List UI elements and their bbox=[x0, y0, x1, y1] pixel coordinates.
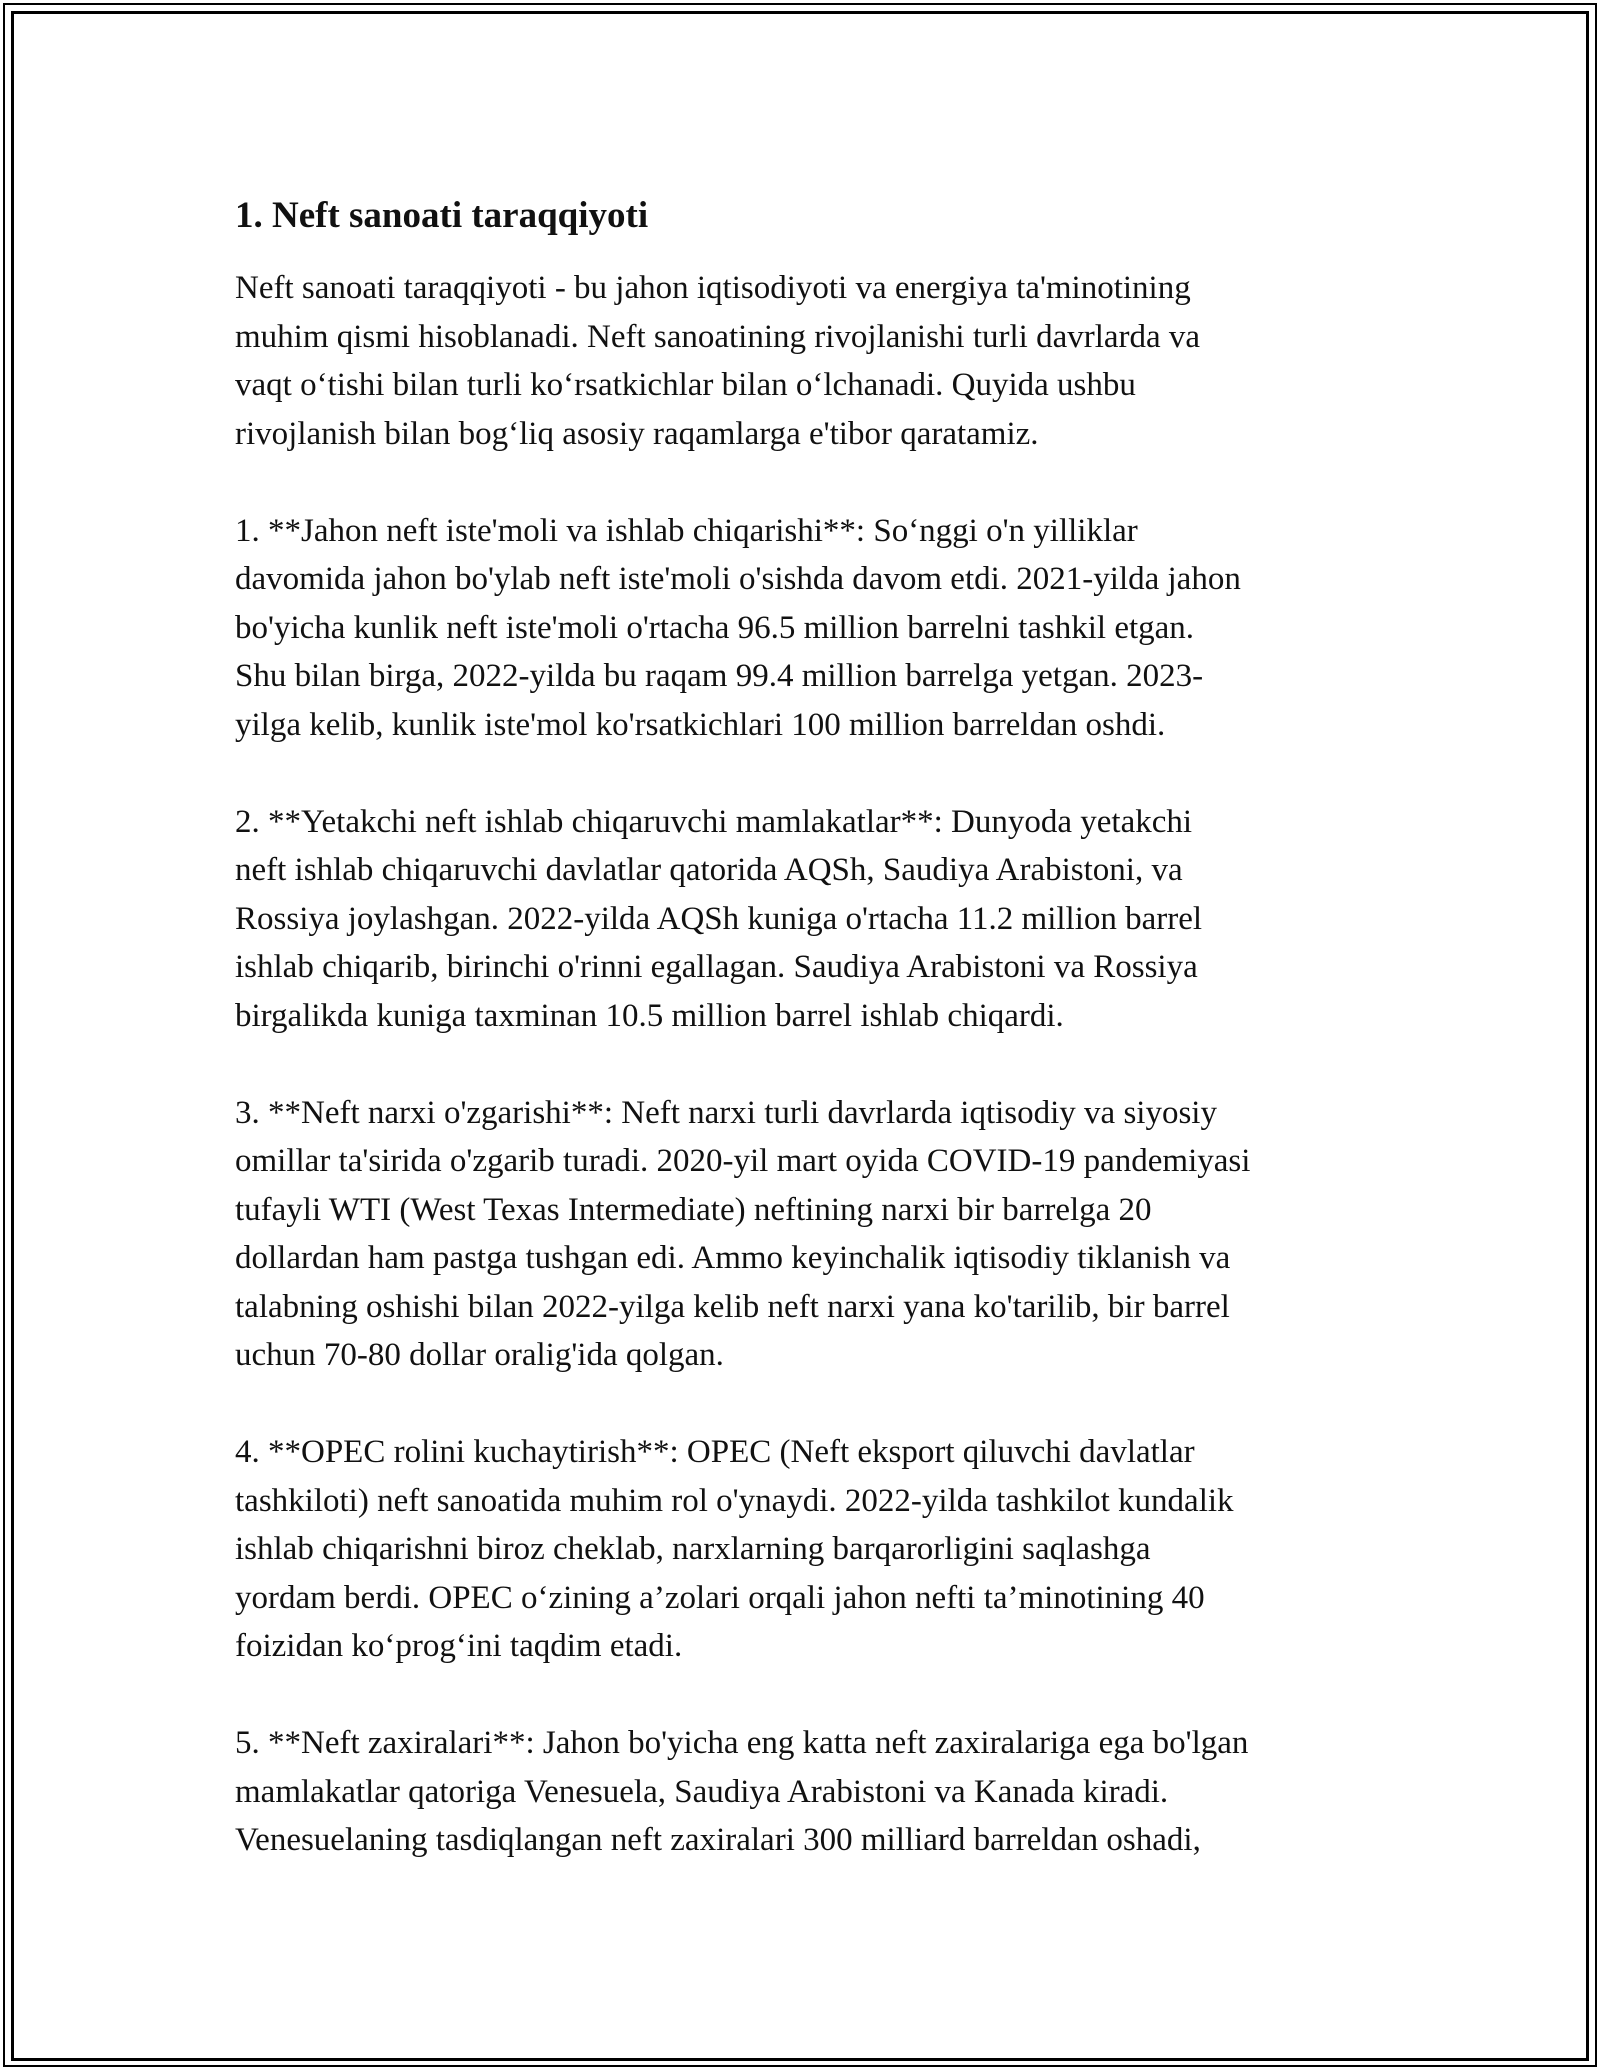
text-line: mamlakatlar qatoriga Venesuela, Saudiya Arabistoni va Kanada kiradi. bbox=[235, 1773, 1169, 1810]
paragraph-item-2 bbox=[235, 798, 1395, 1041]
text-line: rivojlanish bilan bog‘liq asosiy raqamlarga e'tibor qaratamiz. bbox=[235, 415, 1039, 452]
text-line: tashkiloti) neft sanoatida muhim rol o'ynaydi. 2022-yilda tashkilot kundalik bbox=[235, 1482, 1234, 1519]
text-line: yordam berdi. OPEC o‘zining a’zolari orqali jahon nefti ta’minotining 40 bbox=[235, 1579, 1205, 1616]
text-line: 5. **Neft zaxiralari**: Jahon bo'yicha eng katta neft zaxiralariga ega bo'lgan bbox=[235, 1725, 1249, 1761]
text-line: vaqt o‘tishi bilan turli ko‘rsatkichlar bilan o‘lchanadi. Quyida ushbu bbox=[235, 367, 1136, 403]
paragraph-item-1 bbox=[235, 507, 1395, 750]
text-line: dollardan ham pastga tushgan edi. Ammo keyinchalik iqtisodiy tiklanish va bbox=[235, 1240, 1231, 1276]
text-line: yilga kelib, kunlik iste'mol ko'rsatkichlari 100 million barreldan oshdi. bbox=[235, 706, 1166, 743]
paragraph-intro bbox=[235, 264, 1395, 458]
text-line: Shu bilan birga, 2022-yilda bu raqam 99.4 million barrelga yetgan. 2023- bbox=[235, 658, 1204, 694]
text-line: 1. **Jahon neft iste'moli va ishlab chiqarishi**: So‘nggi o'n yilliklar bbox=[235, 512, 1138, 549]
text-line: bo'yicha kunlik neft iste'moli o'rtacha 96.5 million barrelni tashkil etgan. bbox=[235, 609, 1195, 646]
text-line: 4. **OPEC rolini kuchaytirish**: OPEC (Neft eksport qiluvchi davlatlar bbox=[235, 1434, 1195, 1470]
paragraph-item-3 bbox=[235, 1089, 1395, 1380]
text-line: 3. **Neft narxi o'zgarishi**: Neft narxi turli davrlarda iqtisodiy va siyosiy bbox=[235, 1094, 1217, 1131]
document-body bbox=[235, 190, 1395, 1913]
text-line: 2. **Yetakchi neft ishlab chiqaruvchi mamlakatlar**: Dunyoda yetakchi bbox=[235, 803, 1193, 840]
text-line: davomida jahon bo'ylab neft iste'moli o'sishda davom etdi. 2021-yilda jahon bbox=[235, 561, 1241, 597]
paragraph-item-5 bbox=[235, 1719, 1395, 1865]
text-line: neft ishlab chiqaruvchi davlatlar qatorida AQSh, Saudiya Arabistoni, va bbox=[235, 852, 1183, 888]
text-line: uchun 70-80 dollar oralig'ida qolgan. bbox=[235, 1337, 724, 1373]
text-line: Rossiya joylashgan. 2022-yilda AQSh kuniga o'rtacha 11.2 million barrel bbox=[235, 900, 1203, 937]
text-line: ishlab chiqarishni biroz cheklab, narxlarning barqarorligini saqlashga bbox=[235, 1531, 1151, 1567]
text-line: omillar ta'sirida o'zgarib turadi. 2020-yil mart oyida COVID-19 pandemiyasi bbox=[235, 1143, 1251, 1179]
text-line: birgalikda kuniga taxminan 10.5 million barrel ishlab chiqardi. bbox=[235, 997, 1064, 1034]
text-line: Venesuelaning tasdiqlangan neft zaxiralari 300 milliard barreldan oshadi, bbox=[235, 1822, 1201, 1858]
text-line: foizidan ko‘prog‘ini taqdim etadi. bbox=[235, 1628, 683, 1664]
text-line: Neft sanoati taraqqiyoti - bu jahon iqtisodiyoti va energiya ta'minotining bbox=[235, 270, 1191, 306]
text-line: talabning oshishi bilan 2022-yilga kelib neft narxi yana ko'tarilib, bir barrel bbox=[235, 1288, 1230, 1325]
section-heading: 1. Neft sanoati taraqqiyoti bbox=[235, 195, 649, 236]
paragraph-item-4 bbox=[235, 1428, 1395, 1671]
text-line: muhim qismi hisoblanadi. Neft sanoatining rivojlanishi turli davrlarda va bbox=[235, 318, 1201, 355]
text-line: ishlab chiqarib, birinchi o'rinni egallagan. Saudiya Arabistoni va Rossiya bbox=[235, 949, 1198, 985]
text-line: tufayli WTI (West Texas Intermediate) neftining narxi bir barrelga 20 bbox=[235, 1191, 1152, 1228]
